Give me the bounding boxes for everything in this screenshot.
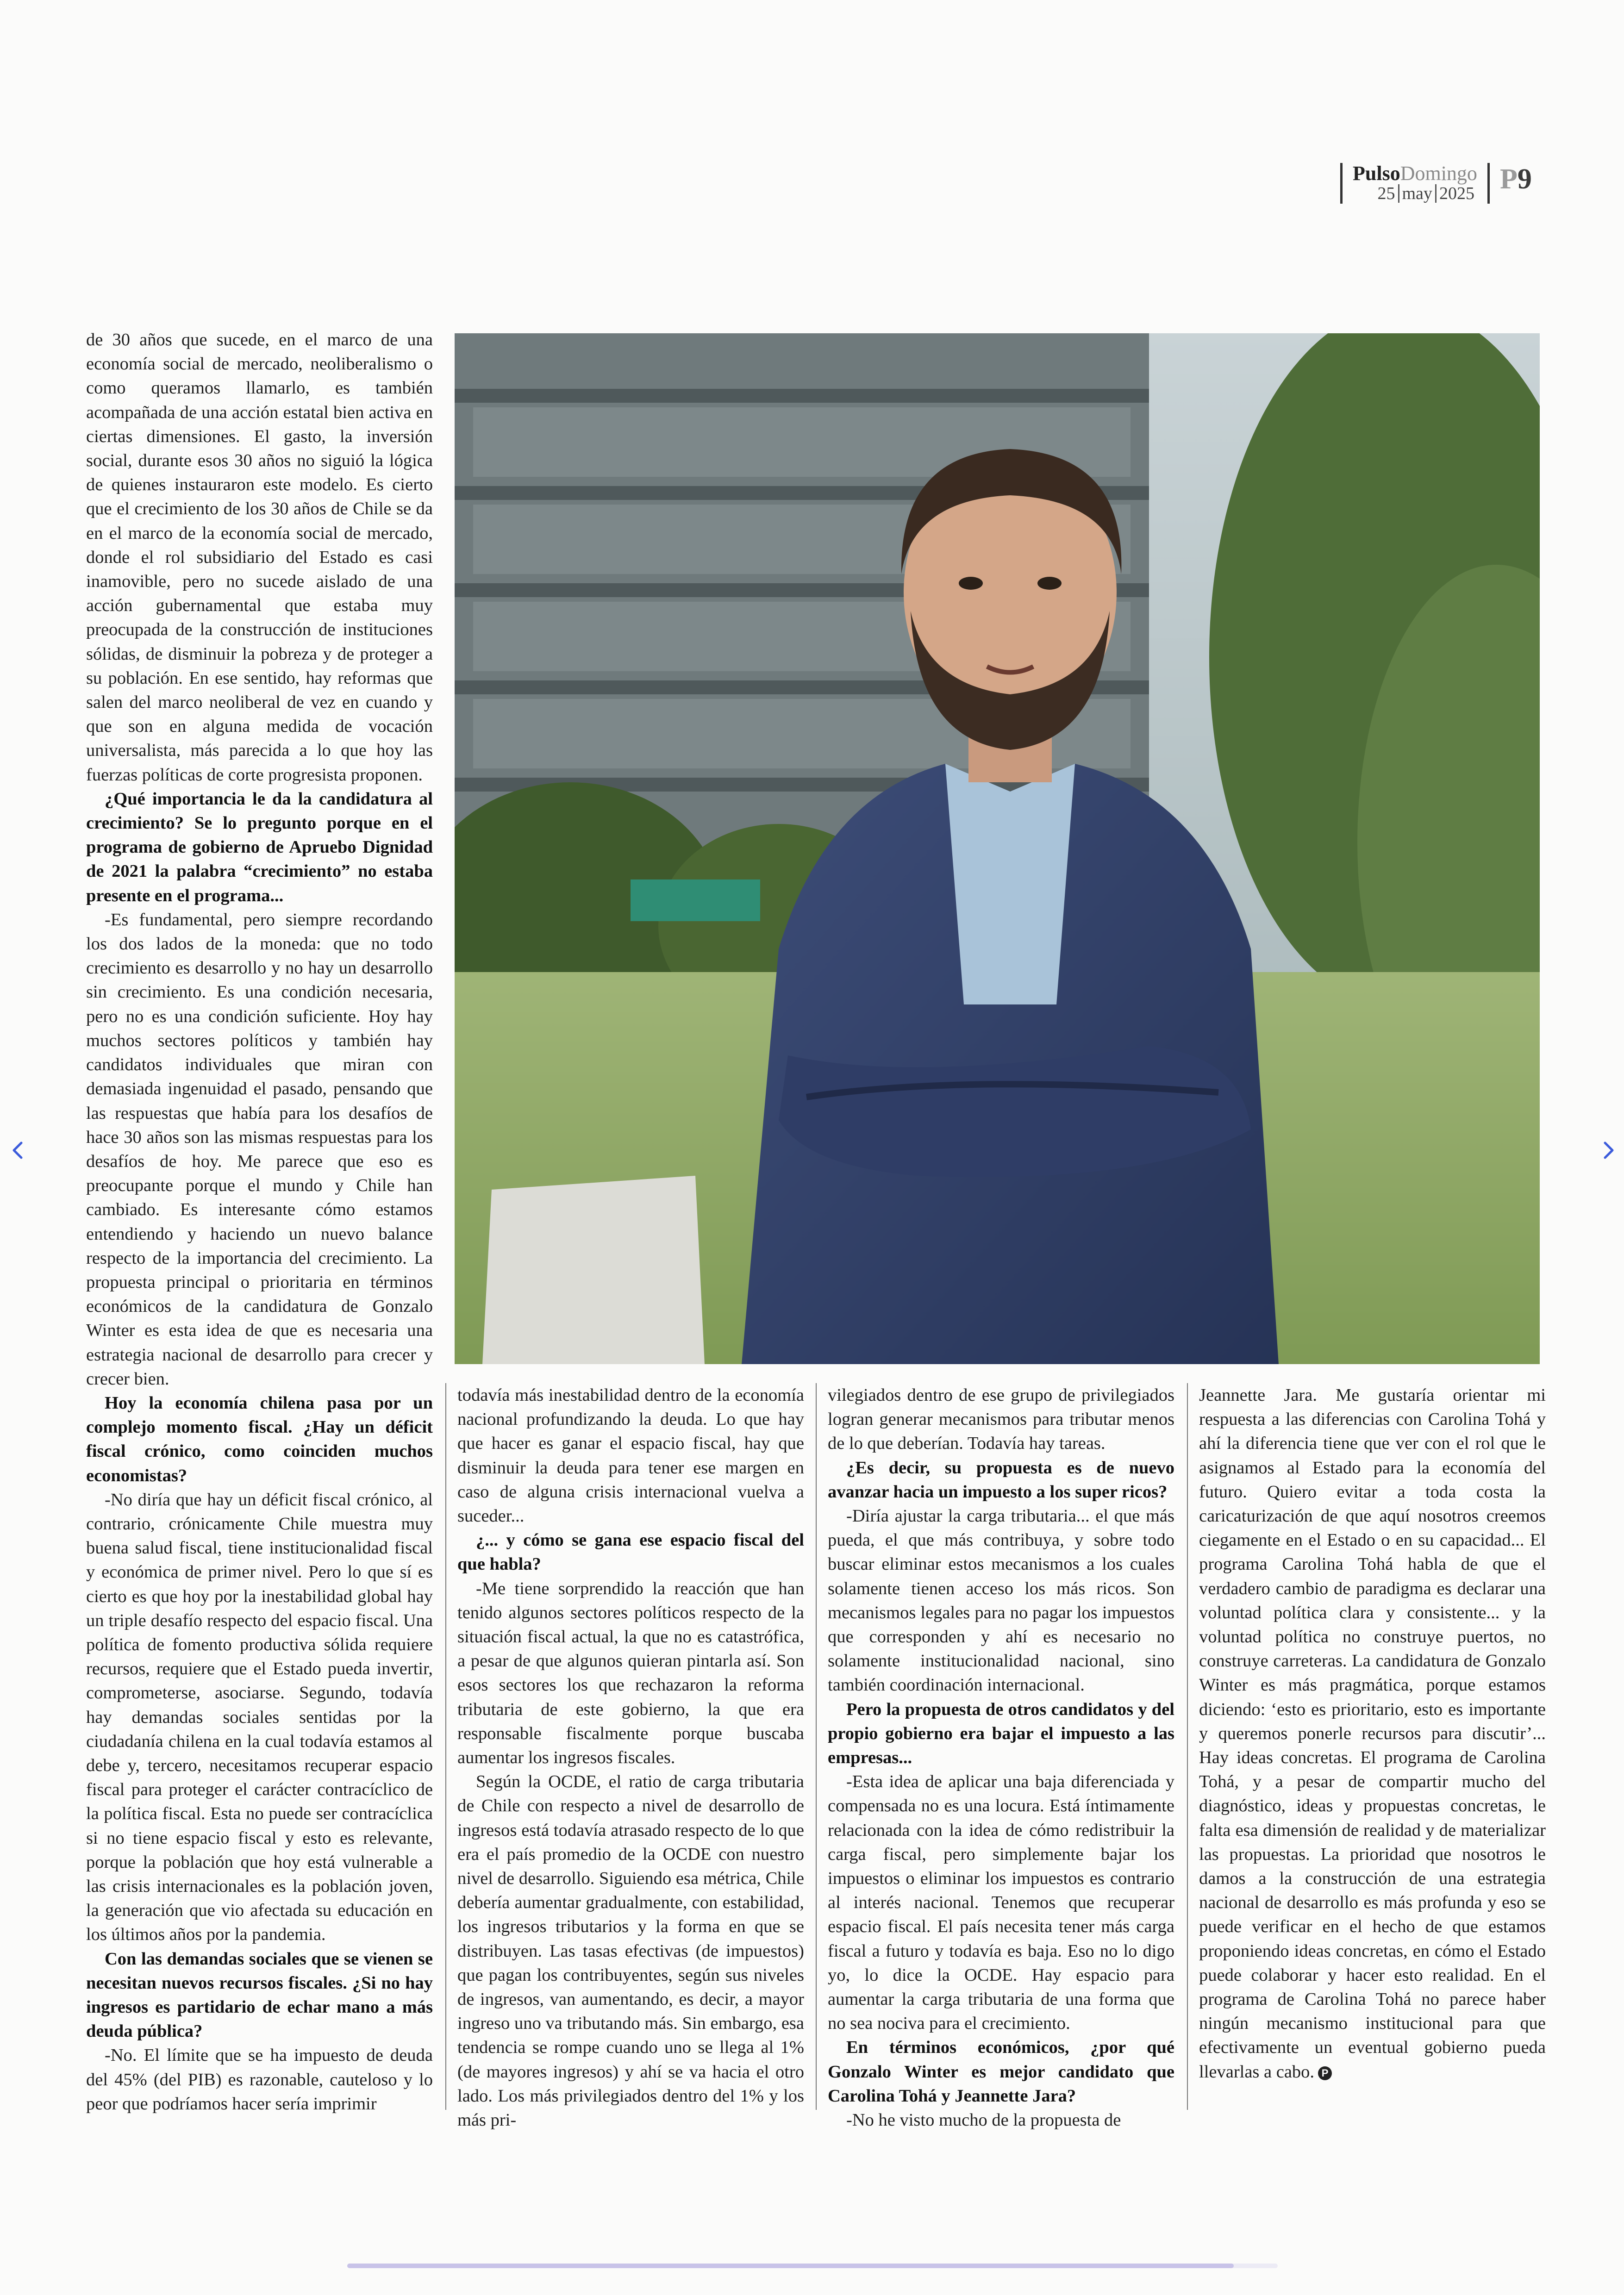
interview-answer: -Me tiene sorprendido la reacción que han tenido algunos sectores políticos respecto de la situación fiscal actual, la que no es catastrófica, a pesar de que algunos quieran pintarla así. Son esos sectores los que rechazaron la reforma tributaria de este gobierno, la que era responsable fiscalmente porque buscaba aumentar los ingresos fiscales. — [457, 1578, 804, 1768]
text-column-3 — [828, 1383, 1174, 2132]
column-divider — [816, 1383, 817, 2110]
date-month: may — [1398, 184, 1435, 203]
page-number-value: 9 — [1517, 163, 1532, 195]
interview-question: Pero la propuesta de otros candidatos y del propio gobierno era bajar el impuesto a las empresas... — [828, 1699, 1174, 1768]
interview-question: ¿Es decir, su propuesta es de nuevo avanzar hacia un impuesto a los super ricos? — [828, 1458, 1174, 1502]
publication-date — [1375, 184, 1477, 203]
portrait-illustration — [455, 333, 1540, 1364]
masthead-divider — [1340, 163, 1343, 204]
chevron-left-icon — [4, 1136, 31, 1164]
column-divider — [445, 1383, 446, 2110]
interview-question: ¿Qué importancia le da la candidatura al crecimiento? Se lo pregunto porque en el programa de gobierno de Apruebo Dignidad de 2021 la palabra “crecimiento” no estaba presente en el programa... — [86, 789, 433, 905]
text-column-4 — [1199, 1383, 1546, 2084]
interview-question: Hoy la economía chilena pasa por un complejo momento fiscal. ¿Hay un déficit fiscal crónico, como coinciden muchos economistas? — [86, 1393, 433, 1485]
interview-answer: -Diría ajustar la carga tributaria... el que más pueda, el que más contribuya, y sobre todo buscar eliminar estos mecanismos a los cuales solamente tienen acceso los más ricos. Son mecanismos legales para no pagar los impuestos que corresponden y ahí es necesario no solamente institucionalidad nacional, sino también coordinación internacional. — [828, 1506, 1174, 1695]
interview-question: ¿... y cómo se gana ese espacio fiscal del que habla? — [457, 1530, 804, 1574]
paragraph: vilegiados dentro de ese grupo de privilegiados logran generar mecanismos para tributar menos de lo que deberían. Todavía hay tareas. — [828, 1385, 1174, 1453]
date-day: 25 — [1377, 184, 1395, 203]
interview-question: En términos económicos, ¿por qué Gonzalo Winter es mejor candidato que Carolina Tohá y Jeannette Jara? — [828, 2038, 1174, 2106]
paragraph: de 30 años que sucede, en el marco de una economía social de mercado, neoliberalismo o como queramos llamarlo, es también acompañada de una acción estatal bien activa en ciertas dimensiones. El gasto, la inversión social, durante esos 30 años no siguió la lógica de quienes instauraron este modelo. Es cierto que el crecimiento de los 30 años de Chile se da en el marco de la economía social de mercado, donde el rol subsidiario del Estado es casi inamovible, pero no sucede aislado de una acción gubernamental que estaba muy preocupada de la construcción de instituciones sólidas, de disminuir la pobreza y de proteger a su población. En ese sentido, hay reformas que salen del marco neoliberal de vez en cuando y que son en alguna medida de vocación universalista, más parecida a lo que hoy las fuerzas políticas de corte progresista proponen. — [86, 330, 433, 785]
brand-light: Domingo — [1400, 162, 1477, 185]
brand-bold: Pulso — [1353, 162, 1400, 185]
masthead — [1340, 163, 1532, 206]
previous-page-button[interactable] — [4, 1136, 31, 1164]
portrait-photo — [455, 333, 1540, 1364]
interview-answer: -Esta idea de aplicar una baja diferenciada y compensada no es una locura. Está íntimamente relacionada con la idea de cómo redistribuir la carga fiscal, pero simplemente bajar los impuestos o eliminar los impuestos es contrario al interés nacional. Tenemos que recuperar espacio fiscal. El país necesita tener más carga fiscal a futuro y todavía es baja. Eso no lo digo yo, lo dice la OCDE. Hay espacio para aumentar la carga tributaria de una forma que no sea nociva para el crecimiento. — [828, 1772, 1174, 2033]
paragraph — [1199, 1383, 1546, 2084]
interview-answer: -No. El límite que se ha impuesto de deuda del 45% (del PIB) es razonable, cauteloso y lo peor que podríamos hacer sería imprimir — [86, 2046, 433, 2114]
page-number — [1500, 163, 1532, 195]
page-prefix: P — [1499, 163, 1518, 195]
masthead-divider — [1487, 163, 1490, 204]
paragraph: Según la OCDE, el ratio de carga tributaria de Chile con respecto a nivel de desarrollo de ingresos está todavía atrasado respecto de lo que era el país promedio de la OCDE con nuestro nivel de desarrollo. Siguiendo esa métrica, Chile debería aumentar gradualmente, con estabilidad, los ingresos tributarios y la forma en que se distribuyen. Las tasas efectivas (de impuestos) que pagan los contribuyentes, según sus niveles de ingresos, van aumentando, es decir, a mayor ingreso uno va tributando más. Sin embargo, esa tendencia se rompe cuando uno se llega al 1% (de mayores ingresos) y ahí se va hacia el otro lado. Los más privilegiados dentro del 1% y los más pri- — [457, 1772, 804, 2130]
interview-answer: -No he visto mucho de la propuesta de — [846, 2110, 1121, 2130]
end-of-article-icon: P — [1318, 2066, 1332, 2080]
interview-answer: -No diría que hay un déficit fiscal crónico, al contrario, crónicamente Chile muestra muy buena salud fiscal, tiene institucionalidad fiscal y económica de primer nivel. Pero lo que sí es cierto es que hoy por la inestabilidad global hay un triple desafío respecto del espacio fiscal. Una política de fomento productiva sólida requiere recursos, requiere que el Estado pueda invertir, comprometerse, asociarse. Segundo, todavía hay demandas sociales sentidas por la ciudadanía chilena en la cual todavía estamos al debe y, tercero, necesitamos recuperar espacio fiscal para proteger el carácter contracíclico de la política fiscal. Esta no puede ser contracíclica si no tiene espacio fiscal y esto es relevante, porque la población que hoy está vulnerable a las crisis internacionales es la población joven, la generación que vio afectada su educación en los últimos años por la pandemia. — [86, 1490, 433, 1945]
paragraph-text: Jeannette Jara. Me gustaría orientar mi respuesta a las diferencias con Carolina Tohá y ahí la diferencia tiene que ver con el rol que le asignamos al Estado para la economía del futuro. Quiero evitar a toda costa la caricaturización de que aquí nosotros creemos ciegamente en el Estado o en su capacidad... El programa Carolina Tohá habla de que el verdadero cambio de paradigma es declarar una voluntad política clara y consistente... y la voluntad política no construye puertos, no construye carreteras. La candidatura de Gonzalo Winter es más pragmática, porque estamos diciendo: ‘esto es prioritario, esto es importante y queremos ponerle recursos para discutir’... Hay ideas concretas. El programa de Carolina Tohá, y a pesar de compartir mucho del diagnóstico, ideas y propuestas concretas, le falta esa dimensión de realidad y de materializar las propuestas. La prioridad que nosotros le damos a la construcción de una estrategia nacional de desarrollo es más profunda y eso se puede verificar en el hecho de que estamos proponiendo ideas concretas, en cómo el Estado puede colaborar y hacer esto realidad. En el programa de Carolina Tohá no parece haber ningún mecanismo institucional para que efectivamente un eventual gobierno pueda llevarlas a cabo. — [1199, 1385, 1546, 2082]
horizontal-scrollbar-thumb[interactable] — [347, 2264, 1234, 2268]
date-year: 2025 — [1435, 184, 1477, 203]
interview-question: Con las demandas sociales que se vienen se necesitan nuevos recursos fiscales. ¿Si no hay ingresos es partidario de echar mano a más deuda pública? — [86, 1949, 433, 2041]
publication-name — [1353, 163, 1477, 184]
masthead-text — [1353, 163, 1477, 203]
column-divider — [1187, 1383, 1188, 2110]
paragraph: todavía más inestabilidad dentro de la economía nacional profundizando la deuda. Lo que hay que hacer es ganar el espacio fiscal, hay que disminuir la deuda para tener ese margen en caso de alguna crisis internacional vuelva a suceder... — [457, 1385, 804, 1526]
next-page-button[interactable] — [1595, 1136, 1623, 1164]
text-column-2 — [457, 1383, 804, 2132]
chevron-right-icon — [1595, 1136, 1623, 1164]
text-column-1 — [86, 328, 433, 2116]
interview-answer: -Es fundamental, pero siempre recordando los dos lados de la moneda: que no todo crecimiento es desarrollo y no hay un desarrollo sin crecimiento. Es una condición necesaria, pero no es una condición suficiente. Hoy hay muchos sectores políticos y también hay candidatos individuales que miran con demasiada ingenuidad el pasado, pensando que las respuestas que había para los desafíos de hace 30 años son las mismas respuestas para los desafíos de hoy. Me parece que eso es preocupante porque el mundo y Chile han cambiado. Es interesante cómo estamos entendiendo y haciendo un nuevo balance respecto de la importancia del crecimiento. La propuesta principal o prioritaria en términos económicos de la candidatura de Gonzalo Winter es esta idea de que es necesaria una estrategia nacional de desarrollo para crecer y crecer bien. — [86, 910, 433, 1389]
